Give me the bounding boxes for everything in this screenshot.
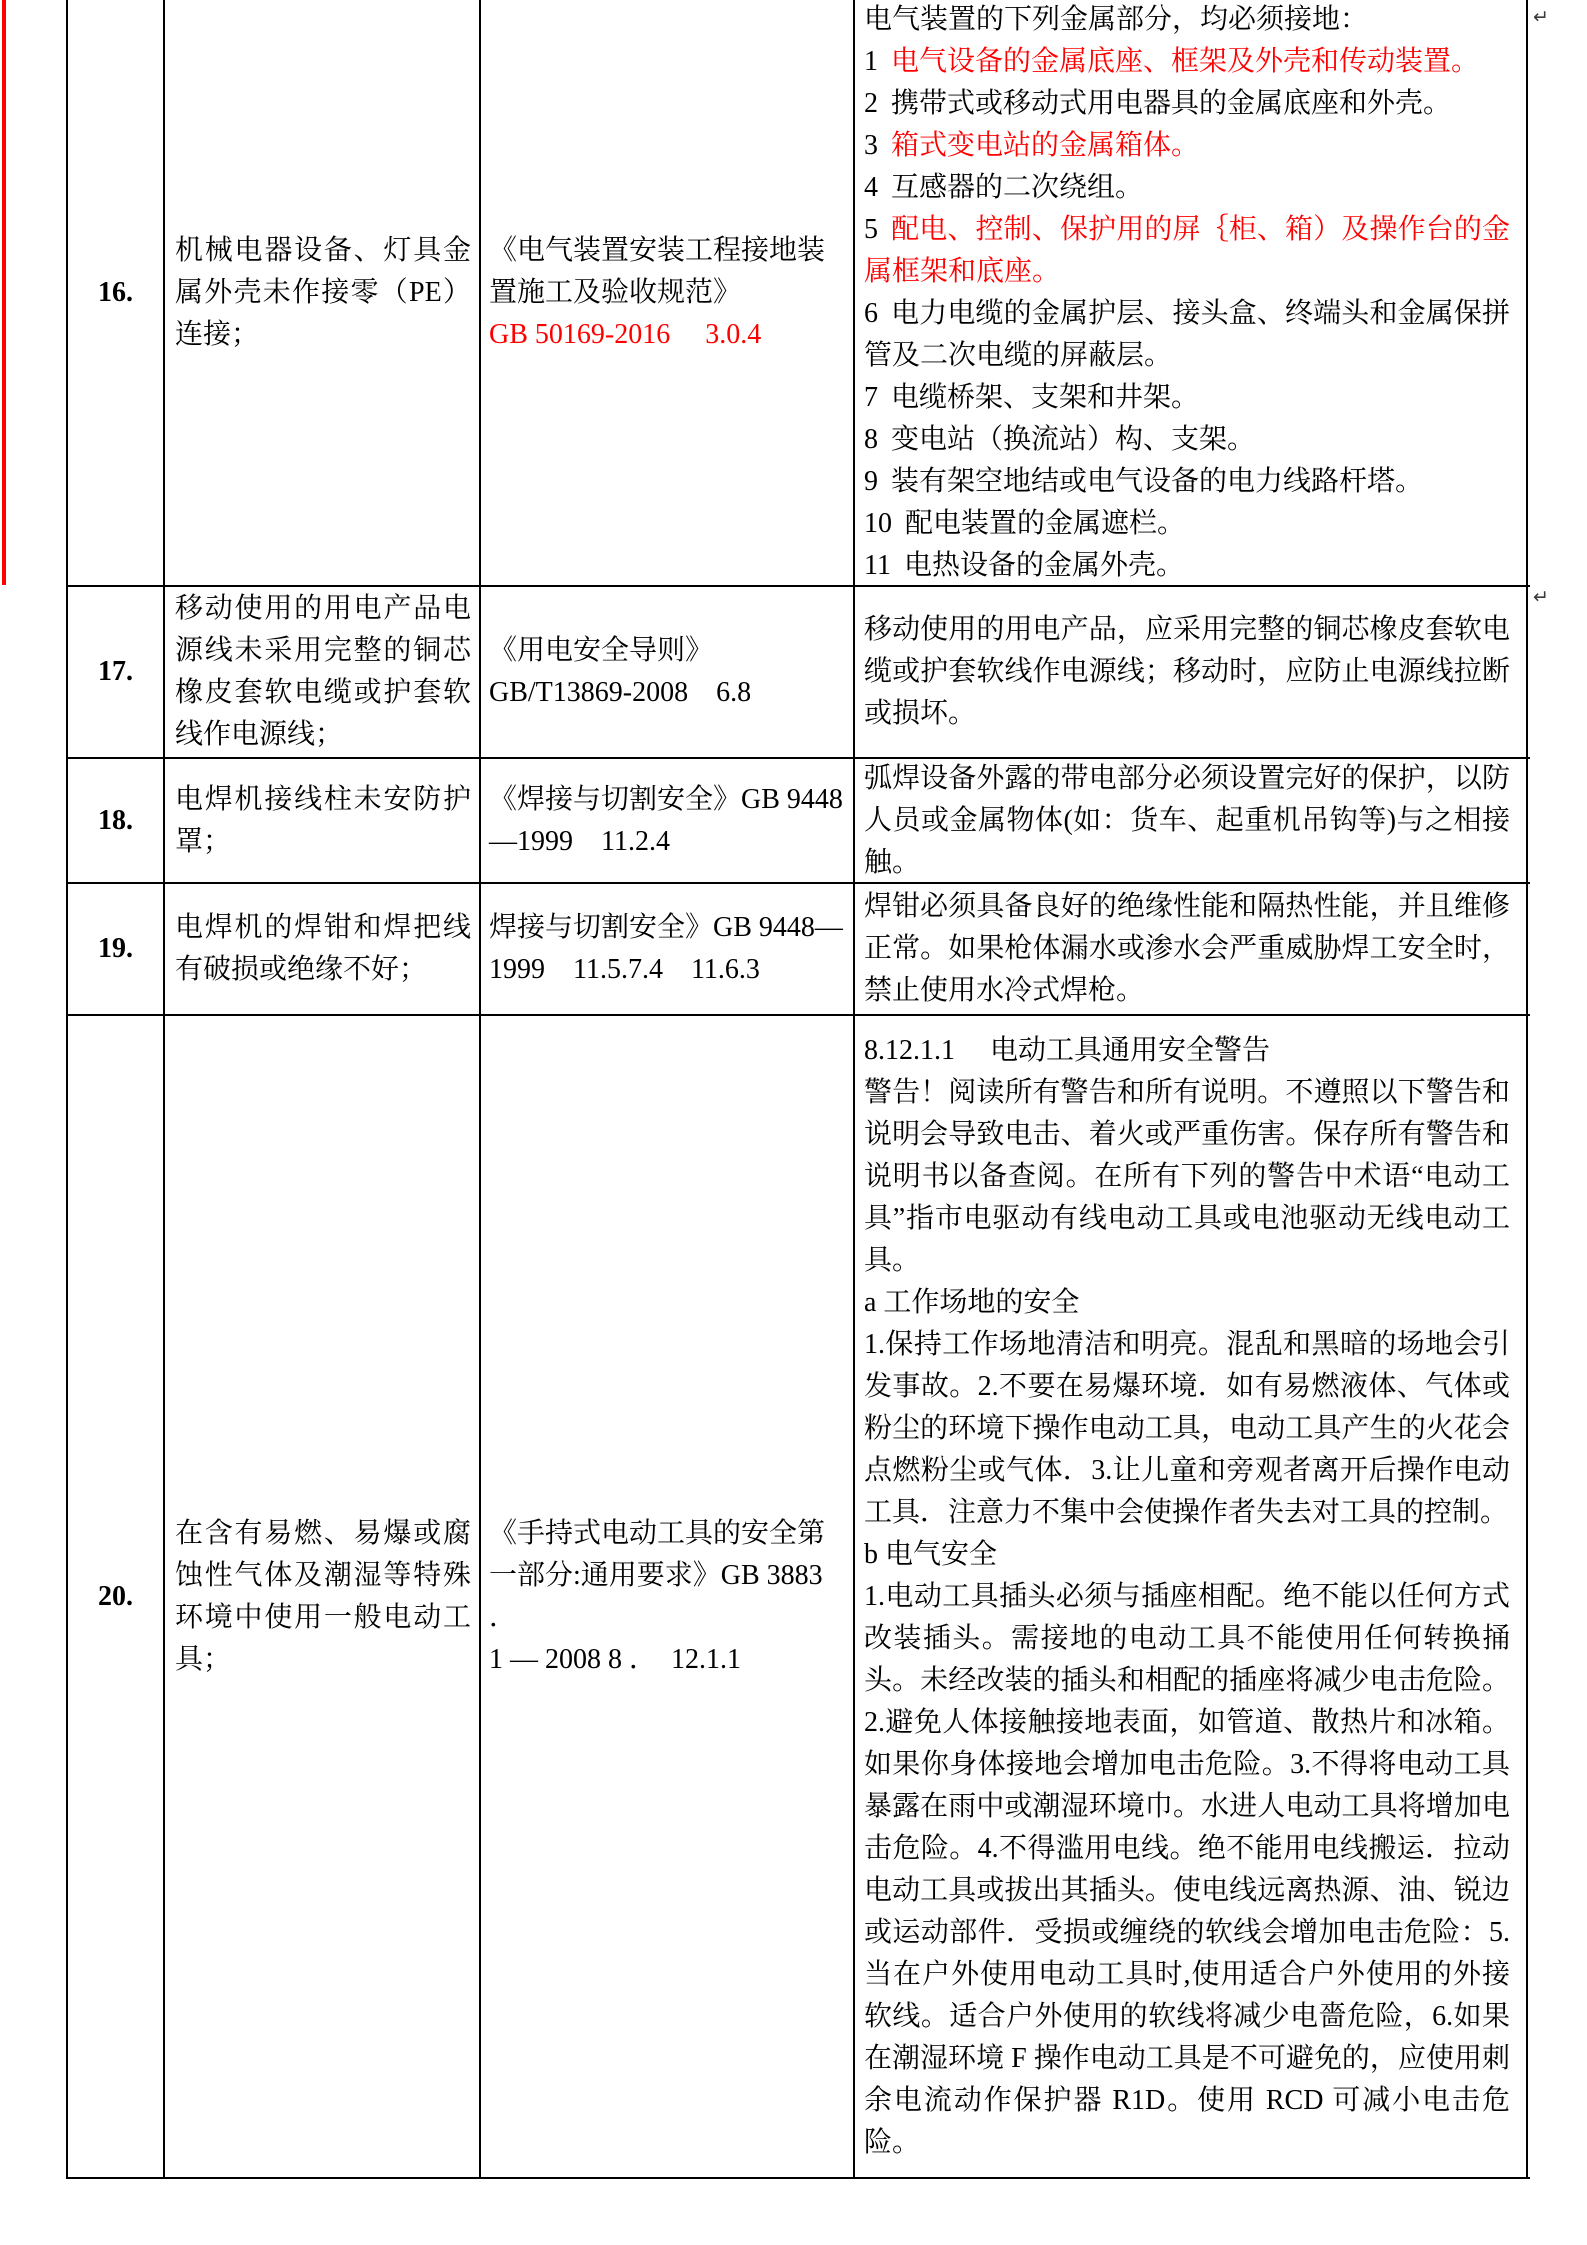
standard-reference-cell bbox=[481, 759, 855, 882]
standard-reference-cell bbox=[481, 587, 855, 757]
row-number-cell: 16. bbox=[68, 0, 165, 585]
requirement-line: 1.电动工具插头必须与插座相配。绝不能以任何方式改装插头。需接地的电动工具不能使用任何转换捅头。未经改装的插头和相配的插座将减少电击危险。2.避免人体接触接地表面，如管道、散热片和冰箱。如果你身体接地会增加电击危险。3.不得将电动工具暴露在雨中或潮湿环境巾。水进人电动工具将增加电击危险。4.不得滥用电线。绝不能用电线搬运．拉动电动工具或拔出其插头。使电线远离热源、油、锐边或运动部件．受损或缠绕的软线会增加电击危险：5.当在户外使用电动工具时,使用适合户外使用的外接软线。适合户外使用的软线将减少电嗇危险，6.如果在潮湿环境 F 操作电动工具是不可避免的，应使用刺余电流动作保护器 R1D。使用 RCD 可减小电击危险。 bbox=[864, 1580, 1510, 2158]
requirement-item: 5 配电、控制、保护用的屏｛柜、箱）及操作台的金属框架和底座。 bbox=[864, 213, 1510, 287]
row-number-cell: 18. bbox=[68, 759, 165, 882]
table-row bbox=[68, 759, 1530, 884]
table-row bbox=[68, 0, 1530, 587]
row-number-cell: 19. bbox=[68, 884, 165, 1014]
requirement-item: 9 装有架空地结或电气设备的电力线路杆塔。 bbox=[864, 465, 1424, 497]
row-number-cell: 17. bbox=[68, 587, 165, 757]
requirement-cell bbox=[855, 884, 1528, 1014]
requirement-line: 弧焊设备外露的带电部分必须设置完好的保护，以防人员或金属物体(如：货车、起重机吊钩等)与之相接触。 bbox=[864, 762, 1510, 878]
hazard-table bbox=[66, 0, 1530, 2179]
standard-reference-cell bbox=[481, 0, 855, 585]
reference-line: 《电气装置安装工程接地装 bbox=[489, 234, 826, 266]
reference-line: 一部分:通用要求》GB 3883 ． bbox=[489, 1559, 823, 1633]
requirement-line: 电气装置的下列金属部分，均必须接地： bbox=[864, 3, 1369, 35]
reference-line: 1 — 2008 8 ． 12.1.1 bbox=[489, 1643, 742, 1675]
reference-line: GB 50169-2016 3.0.4 bbox=[489, 318, 762, 350]
reference-line: 《焊接与切割安全》GB 9448 bbox=[489, 783, 843, 815]
requirement-item: 11 电热设备的金属外壳。 bbox=[864, 549, 1184, 581]
requirement-item: 2 携带式或移动式用电器具的金属底座和外壳。 bbox=[864, 87, 1452, 119]
requirement-item: 8 变电站（换流站）构、支架。 bbox=[864, 423, 1256, 455]
reference-line: 《手持式电动工具的安全第 bbox=[489, 1517, 826, 1549]
reference-line: —1999 11.2.4 bbox=[489, 825, 670, 857]
hazard-description-cell: 电焊机接线柱未安防护罩； bbox=[165, 759, 481, 882]
requirement-cell bbox=[855, 587, 1528, 757]
requirement-line: 1.保持工作场地清洁和明亮。混乱和黑暗的场地会引发事故。2.不要在易爆环境．如有易燃液体、气体或粉尘的环境下操作电动工具，电动工具产生的火花会点燃粉尘或气体．3.让儿童和旁观者离开后操作电动工具．注意力不集中会使操作者失去对工具的控制。 bbox=[864, 1328, 1510, 1528]
requirement-cell bbox=[855, 759, 1528, 882]
row-number-cell: 20. bbox=[68, 1016, 165, 2177]
hazard-description-cell: 电焊机的焊钳和焊把线有破损或绝缘不好； bbox=[165, 884, 481, 1014]
standard-reference-cell bbox=[481, 1016, 855, 2177]
requirement-line: a 工作场地的安全 bbox=[864, 1286, 1080, 1318]
table-row bbox=[68, 884, 1530, 1016]
requirement-line: b 电气安全 bbox=[864, 1538, 998, 1570]
reference-line: 置施工及验收规范》 bbox=[489, 276, 742, 308]
requirement-item: 3 箱式变电站的金属箱体。 bbox=[864, 129, 1200, 161]
revision-bar bbox=[2, 0, 6, 585]
requirement-item: 4 互感器的二次绕组。 bbox=[864, 171, 1144, 203]
table-row bbox=[68, 587, 1530, 759]
hazard-description-cell: 机械电器设备、灯具金属外壳未作接零（PE）连接； bbox=[165, 0, 481, 585]
requirement-line: 焊钳必须具备良好的绝缘性能和隔热性能，并且维修正常。如果枪体漏水或渗水会严重威胁焊工安全时，禁止使用水冷式焊枪。 bbox=[864, 891, 1510, 1006]
requirement-line: 移动使用的用电产品，应采用完整的铜芯橡皮套软电缆或护套软线作电源线；移动时，应防止电源线拉断或损坏。 bbox=[864, 614, 1510, 729]
requirement-cell bbox=[855, 1016, 1528, 2177]
requirement-line: 8.12.1.1 电动工具通用安全警告 bbox=[864, 1034, 1271, 1066]
return-mark-icon: ↵ bbox=[1533, 6, 1549, 28]
reference-line: GB/T13869-2008 6.8 bbox=[489, 677, 752, 708]
requirement-item: 6 电力电缆的金属护层、接头盒、终端头和金属保拼管及二次电缆的屏蔽层。 bbox=[864, 297, 1510, 371]
return-mark-icon: ↵ bbox=[1533, 586, 1549, 608]
requirement-line: 警告！阅读所有警告和所有说明。不遵照以下警告和说明会导致电击、着火或严重伤害。保存所有警告和说明书以备查阅。在所有下列的警告中术语“电动工具”指市电驱动有线电动工具或电池驱动无线电动工具。 bbox=[864, 1076, 1510, 1276]
reference-line: 1999 11.5.7.4 11.6.3 bbox=[489, 954, 760, 985]
requirement-item: 7 电缆桥架、支架和井架。 bbox=[864, 381, 1200, 413]
hazard-description-cell: 移动使用的用电产品电源线未采用完整的铜芯橡皮套软电缆或护套软线作电源线； bbox=[165, 587, 481, 757]
hazard-description-cell: 在含有易燃、易爆或腐蚀性气体及潮湿等特殊环境中使用一般电动工具； bbox=[165, 1016, 481, 2177]
reference-line: 《用电安全导则》 bbox=[489, 635, 714, 666]
reference-line: 焊接与切割安全》GB 9448— bbox=[489, 912, 843, 943]
table-row bbox=[68, 1016, 1530, 2179]
standard-reference-cell bbox=[481, 884, 855, 1014]
requirement-item: 10 配电装置的金属遮栏。 bbox=[864, 507, 1186, 539]
requirement-cell bbox=[855, 0, 1528, 585]
requirement-item: 1 电气设备的金属底座、框架及外壳和传动装置。 bbox=[864, 45, 1480, 77]
